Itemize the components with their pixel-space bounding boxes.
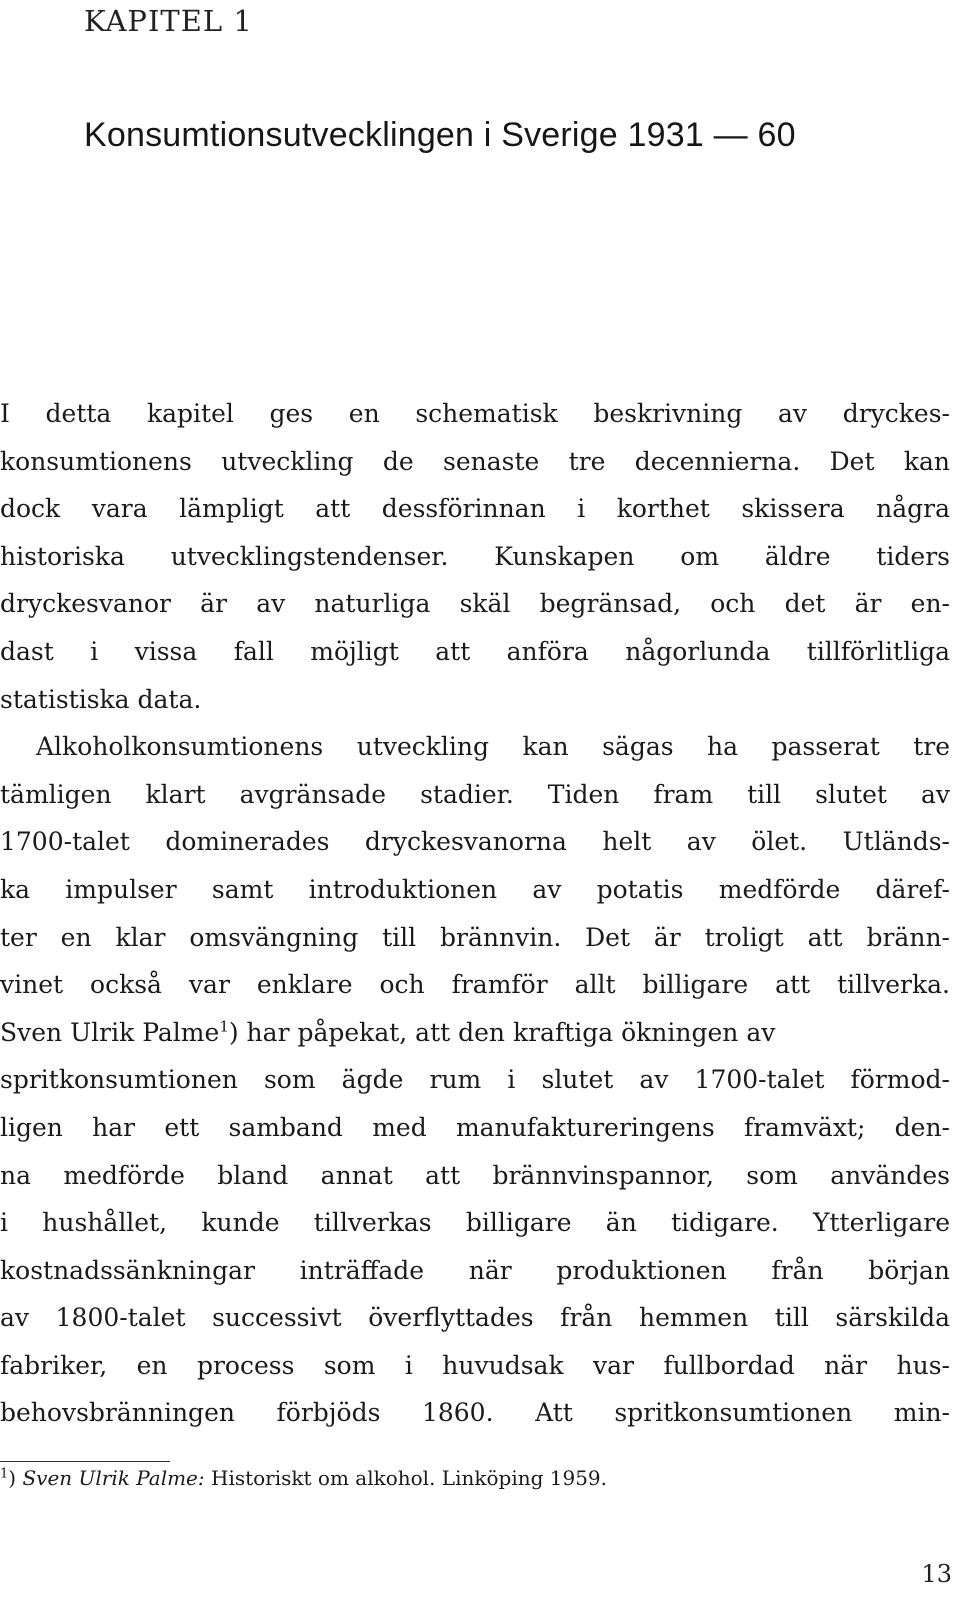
body-line: 1700-talet dominerades dryckesvanorna helt av ölet. Utländs- — [0, 827, 950, 857]
body-line: vinet också var enklare och framför allt billigare att tillverka. — [0, 970, 950, 1000]
body-text — [0, 390, 950, 1437]
body-line: spritkonsumtionen som ägde rum i slutet av 1700-talet förmod- — [0, 1065, 950, 1095]
chapter-label: KAPITEL 1 — [84, 4, 253, 38]
body-line-with-footnote-ref — [0, 1009, 950, 1057]
body-line: av 1800-talet successivt överflyttades från hemmen till särskilda — [0, 1303, 950, 1333]
body-line: ter en klar omsvängning till brännvin. Det är troligt att bränn- — [0, 922, 950, 952]
body-line: I detta kapitel ges en schematisk beskrivning av dryckes- — [0, 399, 950, 428]
body-line: ligen har ett samband med manufaktureringens framväxt; den- — [0, 1112, 950, 1142]
body-line: statistiska data. — [0, 684, 202, 714]
body-line: tämligen klart avgränsade stadier. Tiden fram till slutet av — [0, 779, 950, 809]
body-line: dast i vissa fall möjligt att anföra någorlunda tillförlitliga — [0, 636, 950, 666]
body-line: na medförde bland annat att brännvinspannor, som användes — [0, 1160, 950, 1190]
body-line: fabriker, en process som i huvudsak var fullbordad när hus- — [0, 1350, 950, 1380]
body-line: behovsbränningen förbjöds 1860. Att spritkonsumtionen min- — [0, 1398, 950, 1428]
footnote-text: Historiskt om alkohol. Linköping 1959. — [211, 1466, 608, 1490]
body-line: Alkoholkonsumtionens utveckling kan sägas ha passerat tre — [36, 732, 950, 762]
footnote-author: Sven Ulrik Palme: — [22, 1466, 205, 1490]
body-line: i hushållet, kunde tillverkas billigare än tidigare. Ytterligare — [0, 1208, 950, 1238]
footnote-marker: $^1$) — [0, 1466, 17, 1490]
chapter-title: Konsumtionsutvecklingen i Sverige 1931 — 60 — [84, 116, 796, 154]
footnote — [0, 1466, 607, 1490]
body-line: ka impulser samt introduktionen av potatis medförde däref- — [0, 874, 950, 904]
cited-author: Sven Ulrik Palme — [0, 1017, 220, 1047]
body-line: dryckesvanor är av naturliga skäl begränsad, och det är en- — [0, 589, 950, 619]
body-line: kostnadssänkningar inträffade när produktionen från början — [0, 1255, 950, 1285]
cited-continuation: ) har påpekat, att den kraftiga ökningen av — [228, 1017, 776, 1047]
body-line: konsumtionens utveckling de senaste tre decennierna. Det kan — [0, 446, 950, 476]
footnote-ref-line — [0, 1009, 775, 1057]
footnote-ref: 1 — [219, 1017, 229, 1036]
footnote-divider — [0, 1461, 170, 1462]
page-number: 13 — [921, 1560, 952, 1588]
body-line: historiska utvecklingstendenser. Kunskapen om äldre tiders — [0, 541, 950, 571]
body-line: dock vara lämpligt att dessförinnan i korthet skissera några — [0, 494, 950, 524]
footnote-number: 1 — [0, 1466, 9, 1482]
